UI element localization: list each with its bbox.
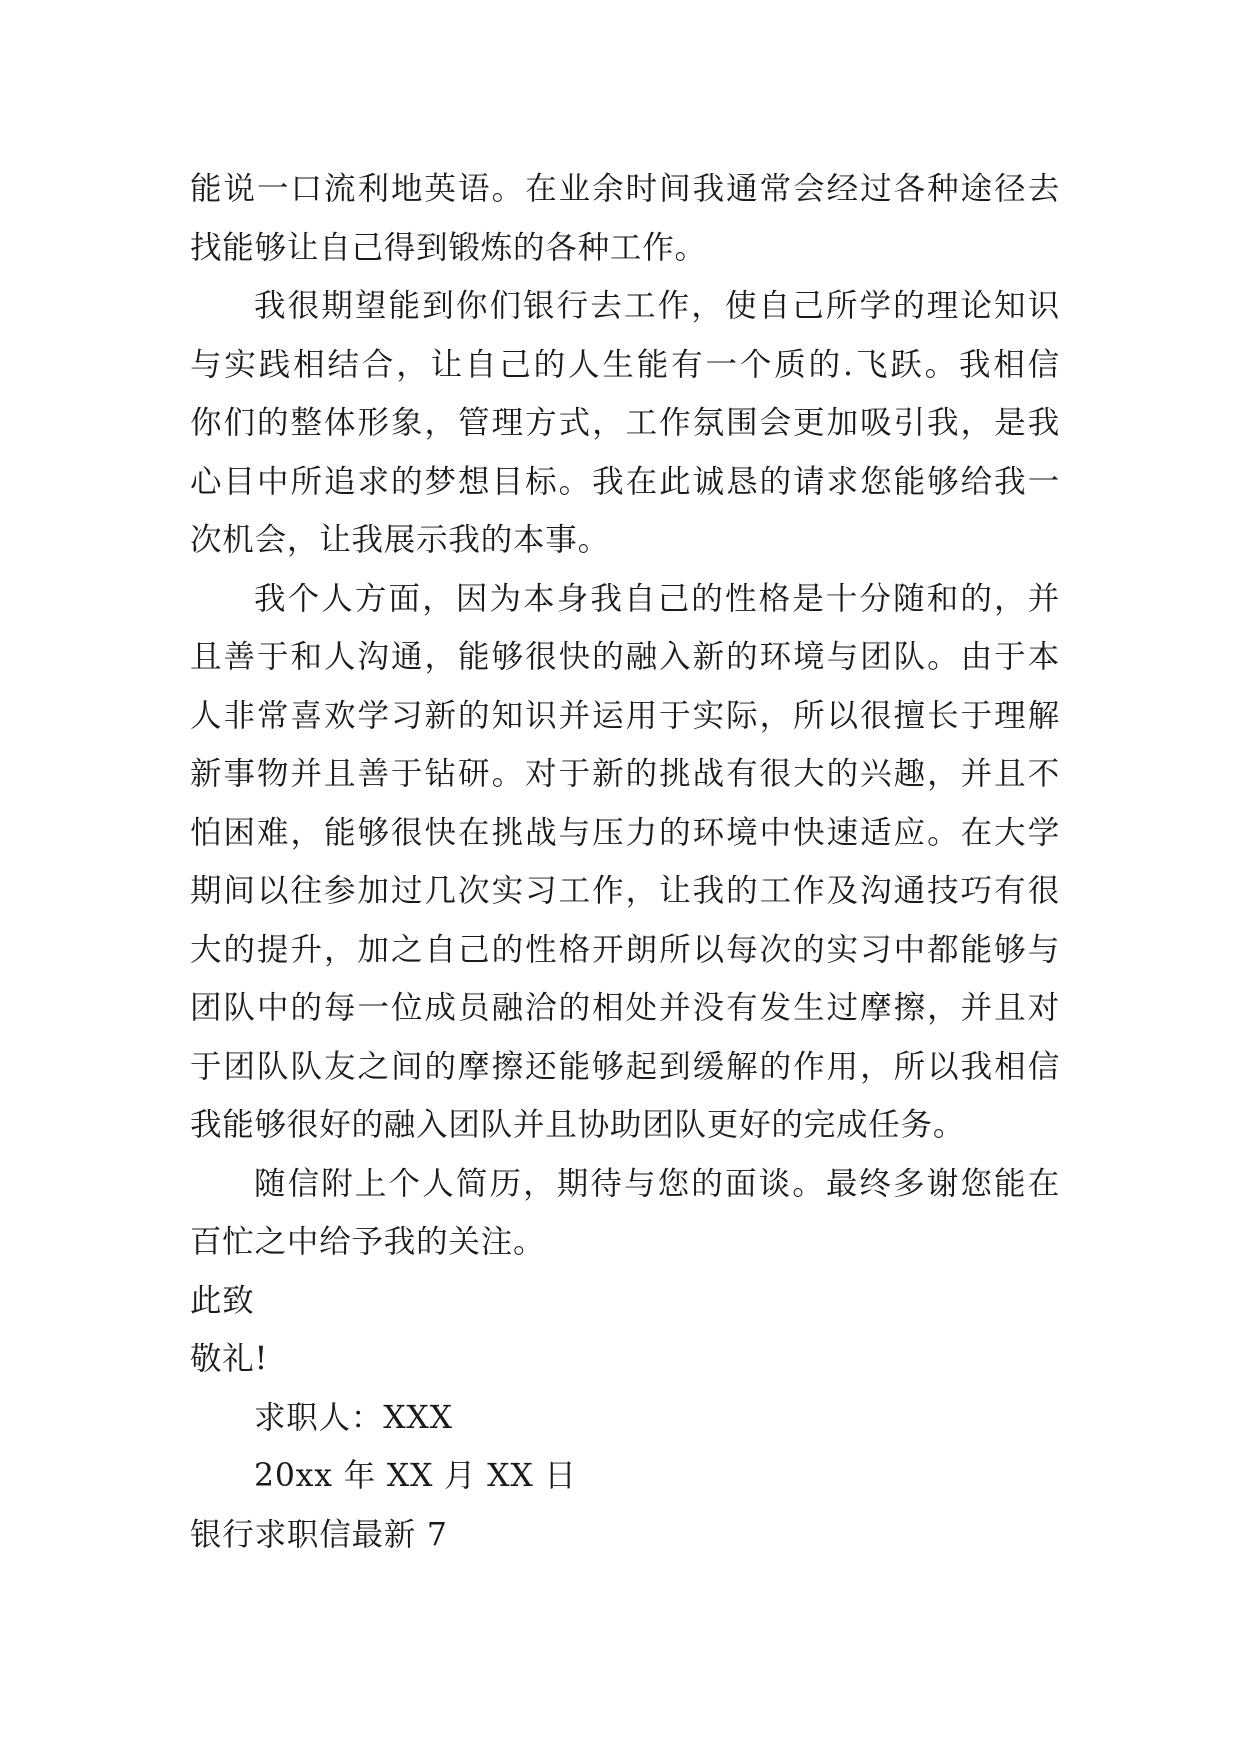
closing-regards: 敬礼! bbox=[190, 1341, 269, 1377]
paragraph-line: 新事物并且善于钻研。对于新的挑战有很大的兴趣，并且不 bbox=[190, 756, 1060, 792]
paragraph-line: 你们的整体形象，管理方式，工作氛围会更加吸引我，是我 bbox=[190, 405, 1060, 441]
paragraph-line: 我能够很好的融入团队并且协助团队更好的完成任务。 bbox=[190, 1107, 966, 1143]
paragraph-line: 百忙之中给予我的关注。 bbox=[190, 1224, 546, 1260]
letter-body bbox=[190, 160, 1060, 1564]
paragraph-line: 与实践相结合，让自己的人生能有一个质的.飞跃。我相信 bbox=[190, 346, 1060, 383]
paragraph-line: 我个人方面，因为本身我自己的性格是十分随和的，并 bbox=[254, 580, 1060, 617]
paragraph-line: 大的提升，加之自己的性格开朗所以每次的实习中都能够与 bbox=[190, 931, 1060, 968]
signature-line: 求职人：XXX bbox=[254, 1399, 453, 1436]
paragraph-line: 怕困难，能够很快在挑战与压力的环境中快速适应。在大学 bbox=[190, 814, 1060, 851]
paragraph-line: 找能够让自己得到锻炼的各种工作。 bbox=[190, 229, 707, 266]
date-line: 20xx 年 XX 月 XX 日 bbox=[254, 1458, 577, 1494]
paragraph-line: 于团队队友之间的摩擦还能够起到缓解的作用，所以我相信 bbox=[190, 1048, 1060, 1085]
paragraph-line: 心目中所追求的梦想目标。我在此诚恳的请求您能够给我一 bbox=[190, 463, 1060, 500]
paragraph-line: 团队中的每一位成员融洽的相处并没有发生过摩擦，并且对 bbox=[190, 990, 1060, 1026]
paragraph-line: 能说一口流利地英语。在业余时间我通常会经过各种途径去 bbox=[190, 171, 1060, 207]
closing-salutation: 此致 bbox=[190, 1282, 255, 1319]
paragraph-line: 次机会，让我展示我的本事。 bbox=[190, 522, 610, 558]
paragraph-line: 我很期望能到你们银行去工作，使自己所学的理论知识 bbox=[254, 288, 1060, 324]
paragraph-line: 随信附上个人简历，期待与您的面谈。最终多谢您能在 bbox=[254, 1165, 1060, 1202]
next-section-title: 银行求职信最新 7 bbox=[190, 1516, 448, 1553]
paragraph-line: 人非常喜欢学习新的知识并运用于实际，所以很擅长于理解 bbox=[190, 697, 1060, 734]
paragraph-line: 且善于和人沟通，能够很快的融入新的环境与团队。由于本 bbox=[190, 639, 1060, 675]
paragraph-line: 期间以往参加过几次实习工作，让我的工作及沟通技巧有很 bbox=[190, 873, 1060, 909]
